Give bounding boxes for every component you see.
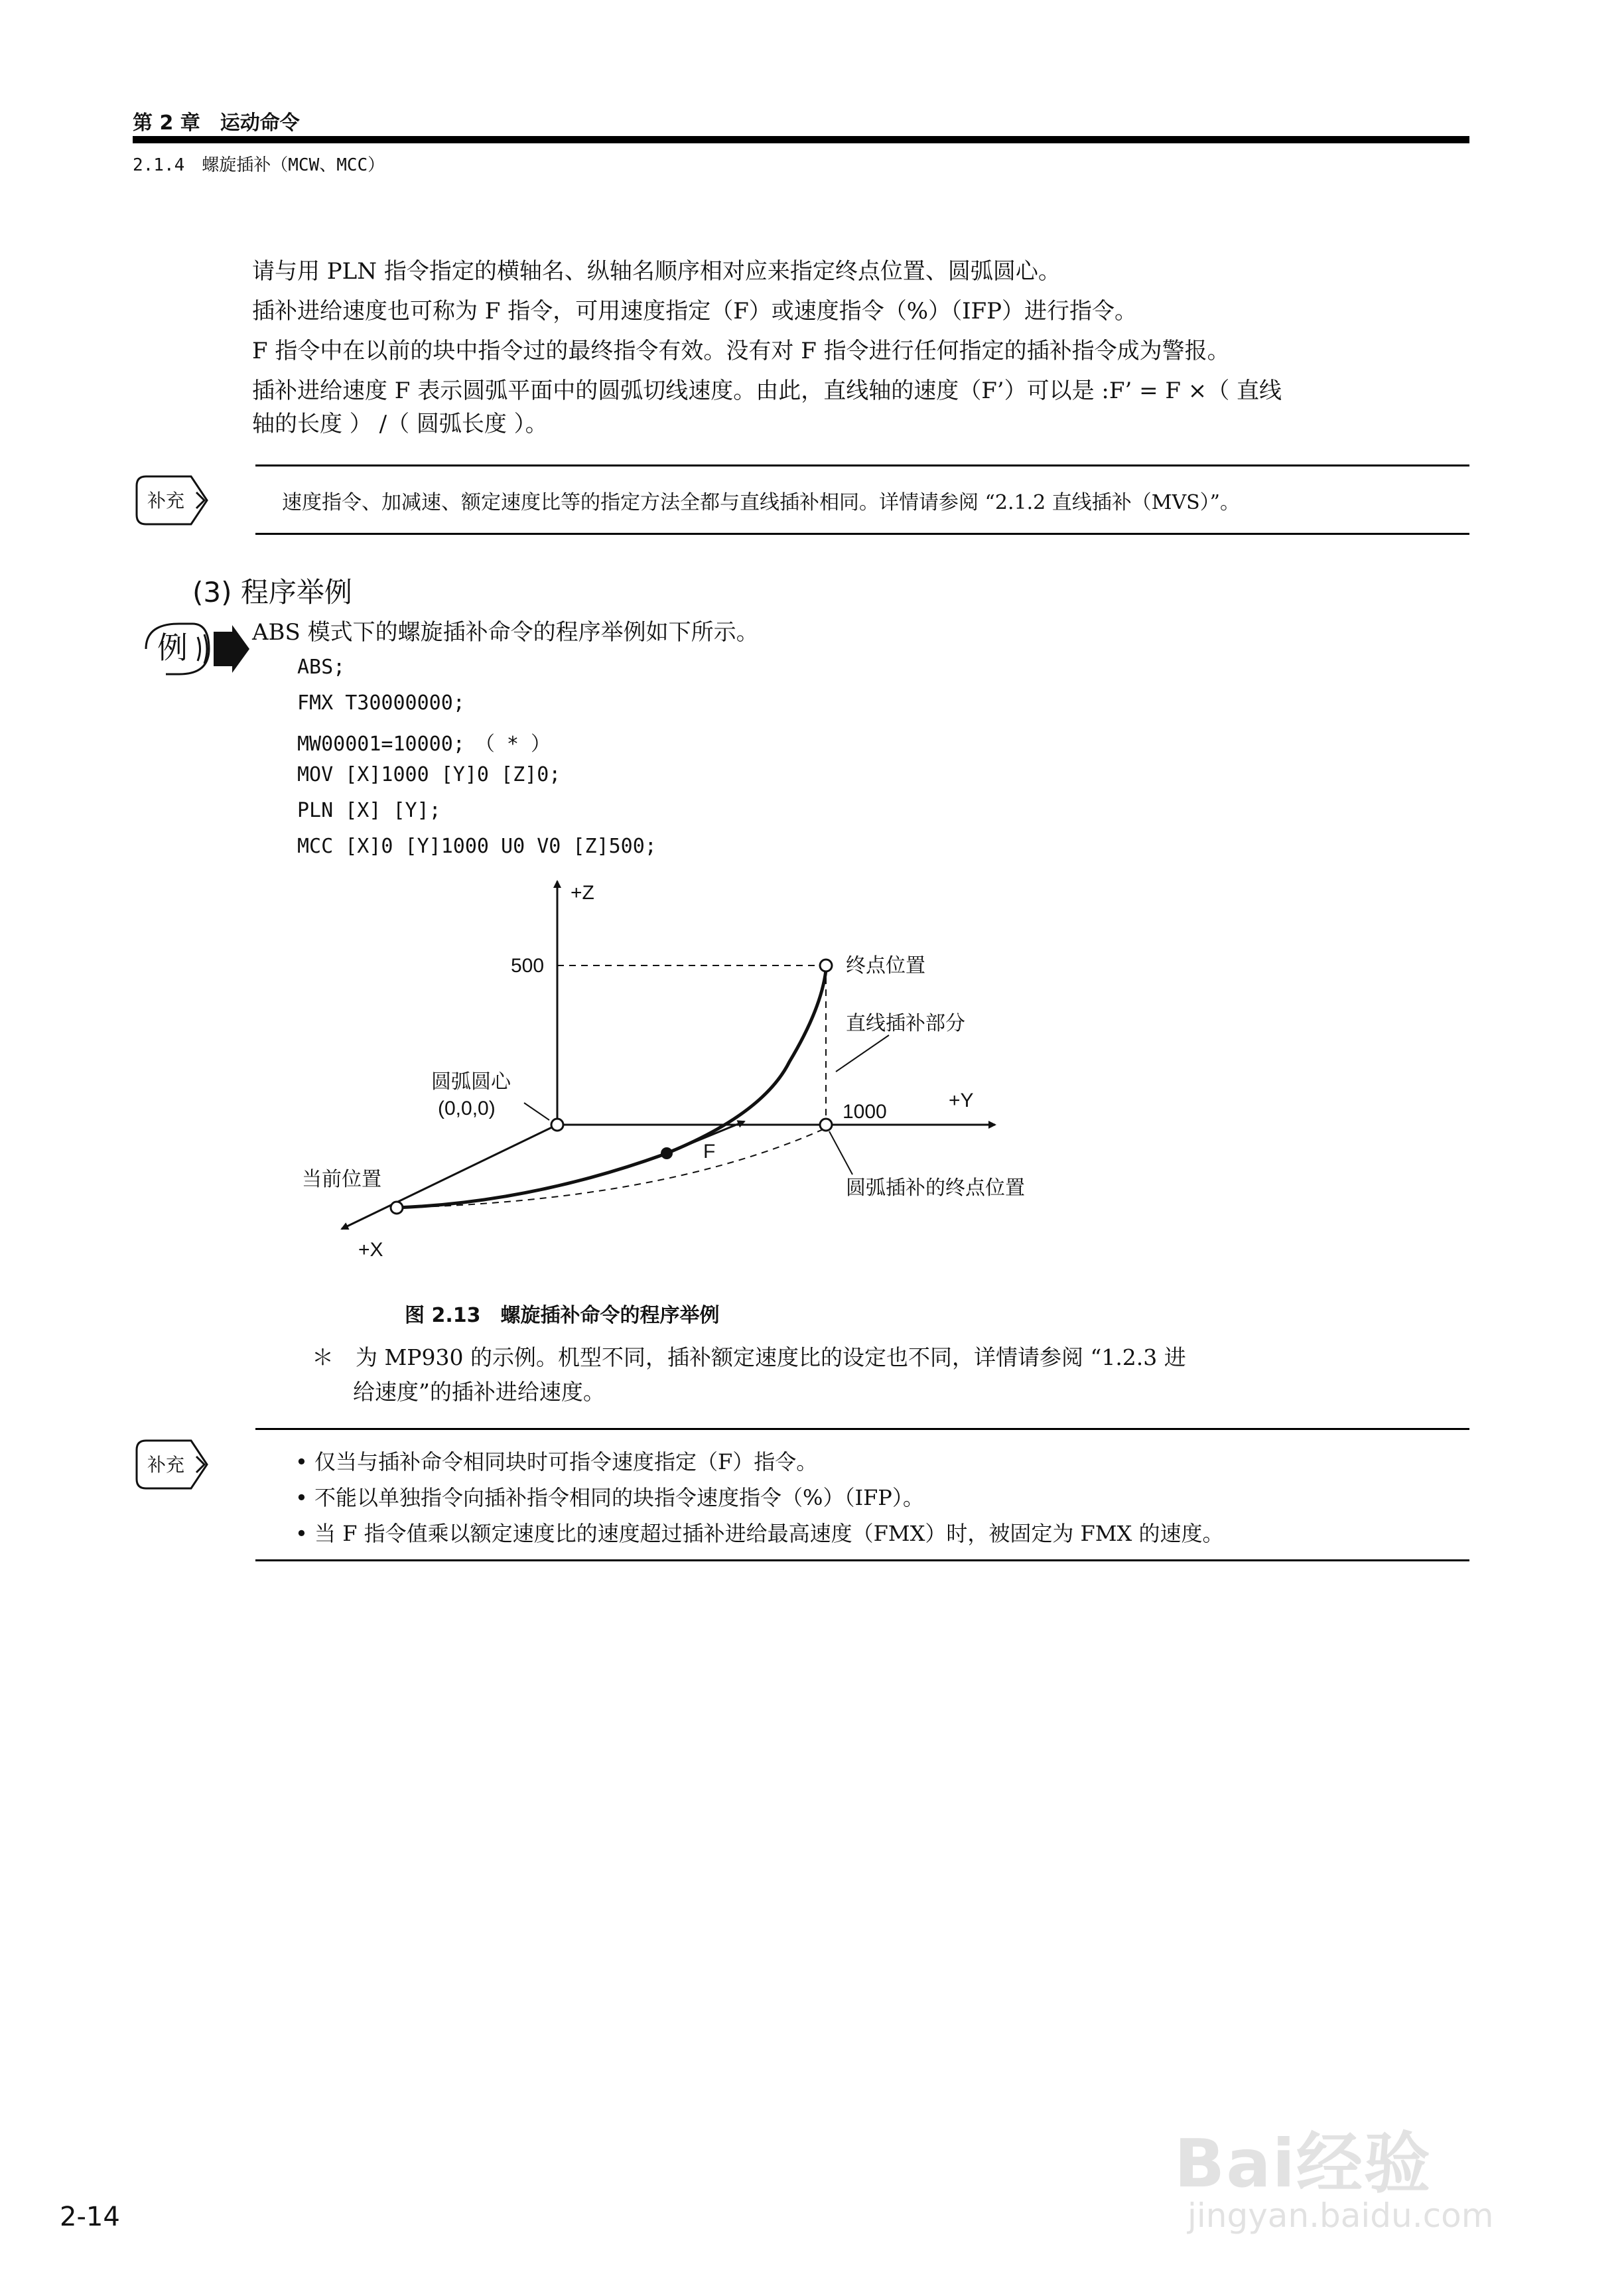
footnote-line-2: 给速度”的插补进给速度。	[353, 1379, 605, 1405]
code-line-4: MOV [X]1000 [Y]0 [Z]0;	[297, 763, 561, 786]
paragraph-4: 插补进给速度 F 表示圆弧平面中的圆弧切线速度。由此，直线轴的速度（F’）可以是 :F’ = F ×（ 直线	[252, 378, 1282, 404]
y1000-label: 1000	[843, 1101, 887, 1123]
watermark-url: jingyan.baidu.com	[1187, 2196, 1494, 2235]
code-line-6: MCC [X]0 [Y]1000 U0 V0 [Z]500;	[297, 835, 657, 858]
x-axis-label: +X	[358, 1239, 383, 1261]
paragraph-2: 插补进给速度也可称为 F 指令，可用速度指定（F）或速度指令（%）（IFP）进行指令。	[252, 298, 1137, 324]
note2-top-rule	[255, 1428, 1469, 1430]
arc-end-label: 圆弧插补的终点位置	[846, 1177, 1025, 1199]
section-header: 2.1.4 螺旋插补（MCW、MCC）	[133, 155, 385, 175]
arc-end-point	[820, 1119, 832, 1131]
code-line-1: ABS;	[297, 656, 346, 679]
code-line-3: MW00001=10000; （ * ）	[297, 733, 551, 756]
arc-center-coords: (0,0,0)	[438, 1098, 496, 1119]
arc-projection-curve	[397, 1128, 826, 1208]
example-badge-label: 例	[157, 630, 188, 665]
z-axis-label: +Z	[571, 882, 594, 904]
paragraph-3: F 指令中在以前的块中指令过的最终指令有效。没有对 F 指令进行任何指定的插补指令成为警报。	[252, 338, 1230, 364]
note2-badge	[133, 1437, 211, 1492]
z500-label: 500	[511, 955, 545, 977]
end-point	[820, 960, 832, 971]
footnote-line-1: ＊ 为 MP930 的示例。机型不同，插补额定速度比的设定也不同，详情请参阅 “1.2.3 进	[312, 1344, 1186, 1370]
current-point	[391, 1202, 403, 1214]
end-position-label: 终点位置	[846, 955, 925, 977]
paragraph-1: 请与用 PLN 指令指定的横轴名、纵轴名顺序相对应来指定终点位置、圆弧圆心。	[252, 258, 1061, 285]
f-point-marker	[661, 1147, 673, 1159]
note2-bottom-rule	[255, 1559, 1469, 1561]
arc-center-leader	[524, 1103, 549, 1120]
current-position-label: 当前位置	[302, 1169, 381, 1190]
note-badge-icon	[133, 1437, 211, 1492]
arc-end-leader	[829, 1131, 852, 1175]
chapter-header: 第 2 章 运动命令	[133, 111, 300, 135]
note1-text: 速度指令、加减速、额定速度比等的指定方法全都与直线插补相同。详情请参阅 “2.1.2 直线插补（MVS）”。	[282, 491, 1241, 514]
f-label: F	[703, 1141, 716, 1163]
y-axis-label: +Y	[949, 1090, 974, 1111]
arc-center-label: 圆弧圆心	[431, 1071, 511, 1093]
example-intro: ABS 模式下的螺旋插补命令的程序举例如下所示。	[252, 619, 759, 646]
code-line-2: FMX T30000000;	[297, 691, 465, 715]
paragraph-5: 轴的长度 ） /（ 圆弧长度 ）。	[252, 411, 548, 437]
arc-center-point	[551, 1119, 563, 1131]
page-number: 2-14	[60, 2202, 120, 2232]
note2-item-3: • 当 F 指令值乘以额定速度比的速度超过插补进给最高速度（FMX）时，被固定为 FMX 的速度。	[295, 1521, 1224, 1546]
note2-item-1: • 仅当与插补命令相同块时可指令速度指定（F）指令。	[295, 1449, 818, 1474]
section-title: (3) 程序举例	[192, 576, 352, 608]
note2-badge-label: 补充	[147, 1455, 185, 1475]
watermark-logo: Bai经验	[1174, 2125, 1432, 2202]
note2-item-2: • 不能以单独指令向插补指令相同的块指令速度指令（%）（IFP）。	[295, 1485, 924, 1510]
code-line-5: PLN [X] [Y];	[297, 799, 441, 822]
note1-badge-label: 补充	[147, 490, 185, 511]
figure-caption: 图 2.13 螺旋插补命令的程序举例	[405, 1304, 720, 1327]
linear-part-leader	[836, 1035, 889, 1072]
linear-part-label: 直线插补部分	[846, 1013, 965, 1034]
